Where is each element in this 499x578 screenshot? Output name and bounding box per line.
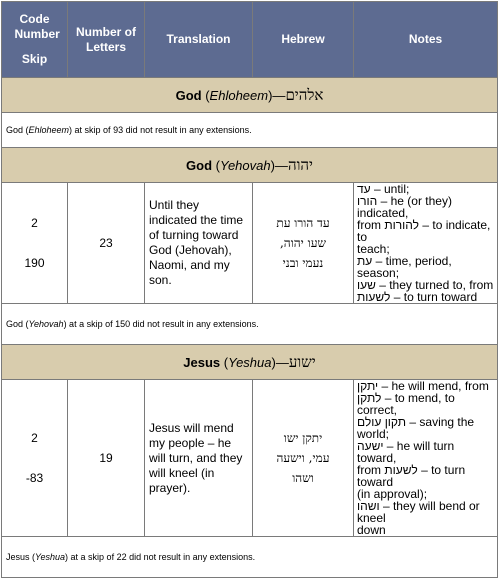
translation-cell: Jesus will mend my people – he will turn, and they will kneel (in prayer). xyxy=(145,380,253,537)
section-note: God (Ehloheem) at skip of 93 did not result in any extensions. xyxy=(2,113,498,148)
bible-codes-table xyxy=(1,1,498,578)
header-skip-label: Skip xyxy=(21,52,48,66)
notes-cell: יתקן – he will mend, from לתקן – to mend, to correct, תקון עולם – saving the world; ישעה – he will turn toward, from לשעות – to turn toward (in approval); ושהו – they will bend or kneel down xyxy=(354,380,498,537)
header-notes: Notes xyxy=(354,2,498,78)
code-number-cell: 2 190 xyxy=(2,183,68,304)
notes-cell: עד – until; הורו – he (or they) indicated, from להורות – to indicate, to teach; עת – time, period, season; שעו – they turned to, from לשעות – to turn toward xyxy=(354,183,498,304)
header-number-of-letters: Number of Letters xyxy=(68,2,145,78)
section-note-row xyxy=(2,304,498,345)
section-note-row xyxy=(2,113,498,148)
code-row xyxy=(2,183,498,304)
section-heading: Jesus (Yeshua)—ישוע xyxy=(2,345,498,380)
section-heading-row xyxy=(2,345,498,380)
section-note: Jesus (Yeshua) at a skip of 22 did not result in any extensions. xyxy=(2,537,498,578)
section-heading-row xyxy=(2,78,498,113)
letter-count-cell: 19 xyxy=(68,380,145,537)
section-note: God (Yehovah) at a skip of 150 did not result in any extensions. xyxy=(2,304,498,345)
section-heading-row xyxy=(2,148,498,183)
header-row xyxy=(2,2,498,78)
header-translation: Translation xyxy=(145,2,253,78)
header-code-number-label: Code Number xyxy=(14,12,60,41)
letter-count-cell: 23 xyxy=(68,183,145,304)
code-row xyxy=(2,380,498,537)
code-number-cell: 2 -83 xyxy=(2,380,68,537)
translation-cell: Until they indicated the time of turning toward God (Jehovah), Naomi, and my son. xyxy=(145,183,253,304)
hebrew-cell: עד הורו עת שעו יהוה, נעמי ובני xyxy=(253,183,354,304)
section-note-row xyxy=(2,537,498,578)
hebrew-cell: יתקן ישו עמי, וישעה ושהו xyxy=(253,380,354,537)
section-heading: God (Yehovah)—יהוה xyxy=(2,148,498,183)
header-hebrew: Hebrew xyxy=(253,2,354,78)
header-code-number xyxy=(2,2,68,78)
section-heading: God (Ehloheem)—אלהים xyxy=(2,78,498,113)
